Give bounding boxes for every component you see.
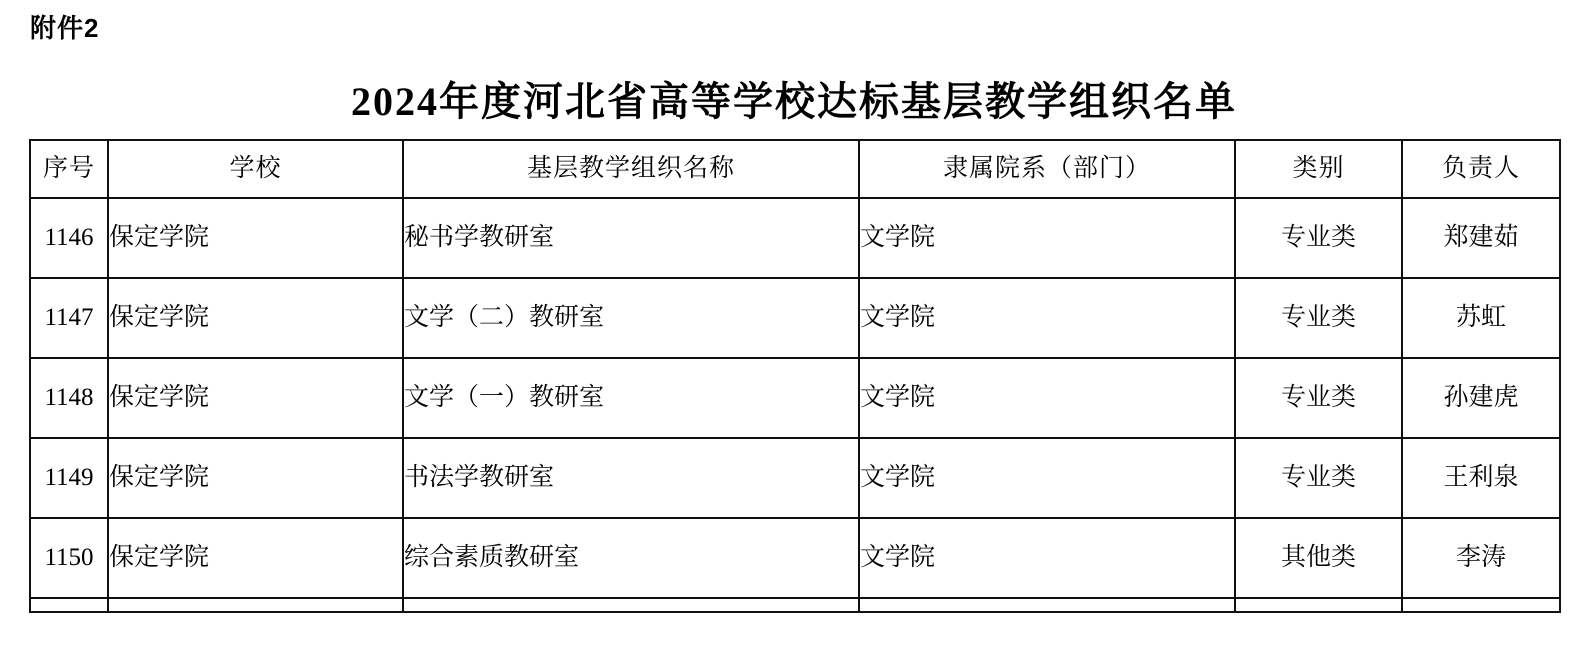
table-row [30,438,1560,518]
cell-school: 保定学院 [108,438,403,518]
cell-dept [859,598,1235,612]
cell-head: 郑建茹 [1402,198,1560,278]
cell-dept: 文学院 [859,278,1235,358]
cell-index: 1149 [30,438,108,518]
cell-head: 王利泉 [1402,438,1560,518]
page-title: 2024年度河北省高等学校达标基层教学组织名单 [351,79,1237,124]
cell-school: 保定学院 [108,518,403,598]
table-row [30,278,1560,358]
cell-school [108,598,403,612]
cell-dept: 文学院 [859,198,1235,278]
cell-school: 保定学院 [108,278,403,358]
cell-category [1235,598,1402,612]
cell-head: 苏虹 [1402,278,1560,358]
cell-school: 保定学院 [108,358,403,438]
cell-head [1402,598,1560,612]
table-header [30,140,1560,198]
column-header-category: 类别 [1235,140,1402,198]
table-body [30,198,1560,612]
table-container [29,139,1559,613]
cell-index [30,598,108,612]
cell-dept: 文学院 [859,518,1235,598]
cell-school: 保定学院 [108,198,403,278]
table-row-partial [30,598,1560,612]
column-header-school: 学校 [108,140,403,198]
cell-dept: 文学院 [859,438,1235,518]
cell-category: 专业类 [1235,278,1402,358]
column-header-dept: 隶属院系（部门） [859,140,1235,198]
cell-org: 文学（二）教研室 [403,278,859,358]
cell-index: 1150 [30,518,108,598]
cell-category: 专业类 [1235,198,1402,278]
cell-index: 1147 [30,278,108,358]
cell-org: 书法学教研室 [403,438,859,518]
cell-org: 文学（一）教研室 [403,358,859,438]
cell-org [403,598,859,612]
table-header-row [30,140,1560,198]
cell-index: 1148 [30,358,108,438]
table-row [30,518,1560,598]
column-header-org: 基层教学组织名称 [403,140,859,198]
column-header-head: 负责人 [1402,140,1560,198]
cell-category: 其他类 [1235,518,1402,598]
cell-org: 秘书学教研室 [403,198,859,278]
cell-org: 综合素质教研室 [403,518,859,598]
table-row [30,358,1560,438]
cell-index: 1146 [30,198,108,278]
cell-dept: 文学院 [859,358,1235,438]
cell-category: 专业类 [1235,358,1402,438]
attachment-label: 附件2 [30,13,100,43]
table-row [30,198,1560,278]
cell-head: 孙建虎 [1402,358,1560,438]
cell-head: 李涛 [1402,518,1560,598]
teaching-organization-table [29,139,1561,613]
column-header-index: 序号 [30,140,108,198]
cell-category: 专业类 [1235,438,1402,518]
